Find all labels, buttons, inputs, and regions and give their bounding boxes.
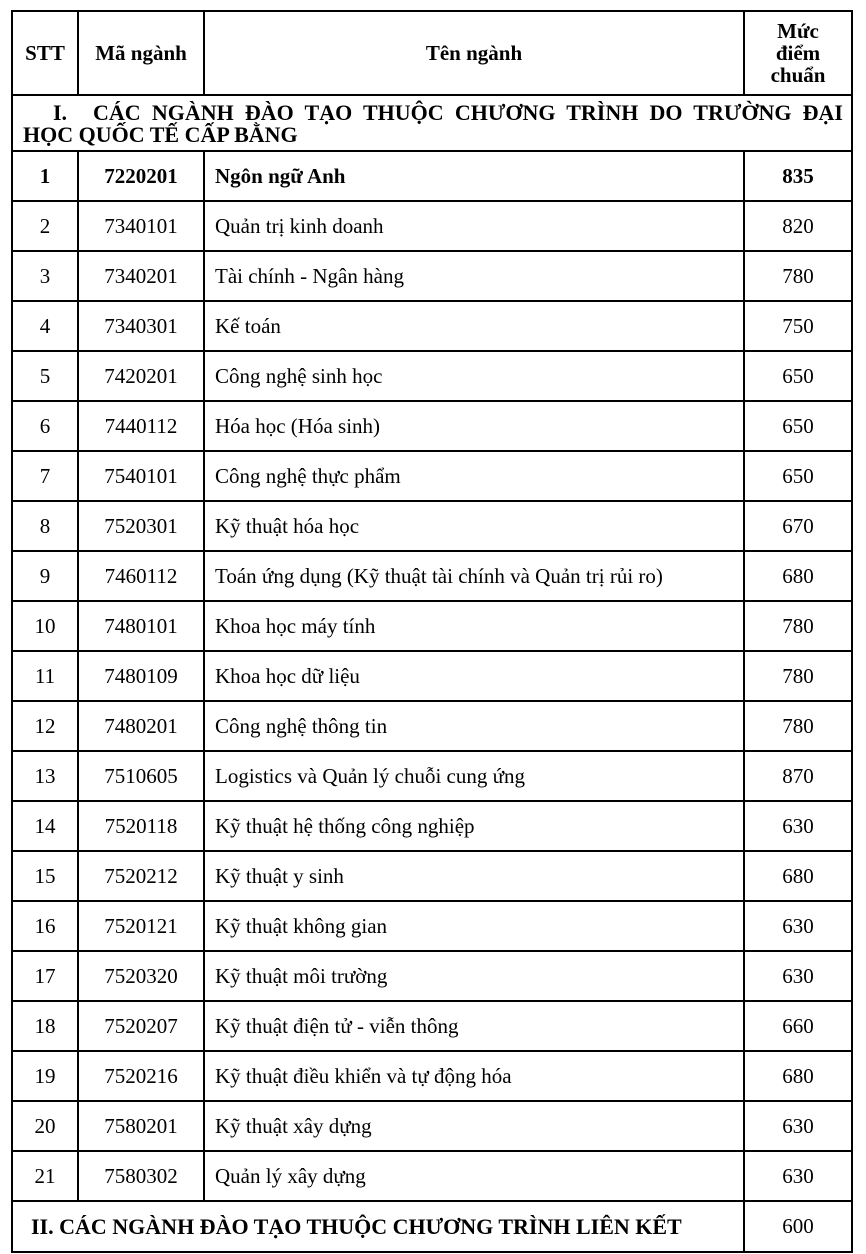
row-cutoff-score: 820 — [744, 201, 852, 251]
admission-score-table — [11, 10, 853, 1253]
row-cutoff-score: 680 — [744, 551, 852, 601]
row-cutoff-score: 835 — [744, 151, 852, 201]
row-major-code: 7480201 — [78, 701, 204, 751]
table-row — [12, 1151, 852, 1201]
row-cutoff-score: 630 — [744, 801, 852, 851]
row-stt: 5 — [12, 351, 78, 401]
row-stt: 10 — [12, 601, 78, 651]
row-stt: 9 — [12, 551, 78, 601]
row-major-name: Kỹ thuật xây dựng — [204, 1101, 744, 1151]
row-stt: 15 — [12, 851, 78, 901]
table-row — [12, 1051, 852, 1101]
row-major-code: 7520121 — [78, 901, 204, 951]
row-major-name: Kỹ thuật hóa học — [204, 501, 744, 551]
row-major-code: 7520207 — [78, 1001, 204, 1051]
header-cutoff-score — [744, 11, 852, 95]
row-stt: 7 — [12, 451, 78, 501]
row-stt: 8 — [12, 501, 78, 551]
table-row — [12, 601, 852, 651]
table-row — [12, 201, 852, 251]
row-major-name: Quản lý xây dựng — [204, 1151, 744, 1201]
row-cutoff-score: 630 — [744, 901, 852, 951]
row-major-code: 7480101 — [78, 601, 204, 651]
row-cutoff-score: 780 — [744, 251, 852, 301]
table-row — [12, 1001, 852, 1051]
row-cutoff-score: 650 — [744, 401, 852, 451]
row-major-name: Quản trị kinh doanh — [204, 201, 744, 251]
row-cutoff-score: 630 — [744, 1151, 852, 1201]
row-cutoff-score: 630 — [744, 951, 852, 1001]
table-row — [12, 851, 852, 901]
header-score-line-3: chuẩn — [770, 63, 826, 87]
row-major-name: Khoa học dữ liệu — [204, 651, 744, 701]
row-cutoff-score: 750 — [744, 301, 852, 351]
row-major-name: Công nghệ thông tin — [204, 701, 744, 751]
section-1-row — [12, 95, 852, 151]
row-major-code: 7520320 — [78, 951, 204, 1001]
section-1-title: CÁC NGÀNH ĐÀO TẠO THUỘC CHƯƠNG TRÌNH DO TRƯỜNG ĐẠI HỌC QUỐC TẾ CẤP BẰNG — [23, 100, 843, 147]
row-major-name: Ngôn ngữ Anh — [204, 151, 744, 201]
table-row — [12, 351, 852, 401]
row-major-name: Logistics và Quản lý chuỗi cung ứng — [204, 751, 744, 801]
row-major-code: 7520301 — [78, 501, 204, 551]
row-major-name: Tài chính - Ngân hàng — [204, 251, 744, 301]
row-cutoff-score: 660 — [744, 1001, 852, 1051]
row-cutoff-score: 670 — [744, 501, 852, 551]
row-stt: 4 — [12, 301, 78, 351]
row-major-code: 7510605 — [78, 751, 204, 801]
row-stt: 16 — [12, 901, 78, 951]
table-row — [12, 1101, 852, 1151]
row-cutoff-score: 780 — [744, 651, 852, 701]
table-row — [12, 651, 852, 701]
row-cutoff-score: 680 — [744, 1051, 852, 1101]
table-row — [12, 451, 852, 501]
row-stt: 17 — [12, 951, 78, 1001]
row-major-code: 7420201 — [78, 351, 204, 401]
table-row — [12, 501, 852, 551]
section-2-score: 600 — [744, 1201, 852, 1252]
table-row — [12, 751, 852, 801]
section-2-number: II. — [31, 1213, 54, 1239]
row-stt: 1 — [12, 151, 78, 201]
row-major-code: 7580302 — [78, 1151, 204, 1201]
row-major-code: 7340301 — [78, 301, 204, 351]
section-1-cell — [12, 95, 852, 151]
header-major-code: Mã ngành — [78, 11, 204, 95]
section-2-row — [12, 1201, 852, 1252]
row-stt: 12 — [12, 701, 78, 751]
row-major-code: 7520216 — [78, 1051, 204, 1101]
row-major-code: 7520212 — [78, 851, 204, 901]
row-major-name: Hóa học (Hóa sinh) — [204, 401, 744, 451]
row-major-name: Kỹ thuật điện tử - viễn thông — [204, 1001, 744, 1051]
table-row — [12, 401, 852, 451]
row-stt: 18 — [12, 1001, 78, 1051]
row-cutoff-score: 650 — [744, 451, 852, 501]
row-cutoff-score: 780 — [744, 601, 852, 651]
row-major-name: Kế toán — [204, 301, 744, 351]
row-stt: 3 — [12, 251, 78, 301]
row-major-code: 7460112 — [78, 551, 204, 601]
row-major-name: Kỹ thuật không gian — [204, 901, 744, 951]
row-major-name: Kỹ thuật y sinh — [204, 851, 744, 901]
table-row — [12, 551, 852, 601]
row-cutoff-score: 630 — [744, 1101, 852, 1151]
header-score-line-2: điểm — [775, 41, 821, 65]
row-major-code: 7220201 — [78, 151, 204, 201]
row-major-name: Kỹ thuật môi trường — [204, 951, 744, 1001]
header-score-line-1: Mức — [777, 19, 819, 43]
row-stt: 21 — [12, 1151, 78, 1201]
row-major-name: Kỹ thuật hệ thống công nghiệp — [204, 801, 744, 851]
row-cutoff-score: 870 — [744, 751, 852, 801]
row-stt: 14 — [12, 801, 78, 851]
table-row — [12, 951, 852, 1001]
row-cutoff-score: 650 — [744, 351, 852, 401]
row-major-name: Toán ứng dụng (Kỹ thuật tài chính và Quản trị rủi ro) — [204, 551, 744, 601]
section-2-cell — [12, 1201, 744, 1252]
header-major-name: Tên ngành — [204, 11, 744, 95]
section-2-title: CÁC NGÀNH ĐÀO TẠO THUỘC CHƯƠNG TRÌNH LIÊN KẾT — [59, 1213, 682, 1239]
row-major-name: Công nghệ sinh học — [204, 351, 744, 401]
table-row — [12, 901, 852, 951]
table-row — [12, 251, 852, 301]
row-cutoff-score: 680 — [744, 851, 852, 901]
row-stt: 20 — [12, 1101, 78, 1151]
row-major-name: Khoa học máy tính — [204, 601, 744, 651]
row-stt: 19 — [12, 1051, 78, 1101]
table-row — [12, 301, 852, 351]
header-stt: STT — [12, 11, 78, 95]
table-row — [12, 151, 852, 201]
row-major-name: Kỹ thuật điều khiển và tự động hóa — [204, 1051, 744, 1101]
row-major-code: 7340101 — [78, 201, 204, 251]
table-row — [12, 701, 852, 751]
row-major-code: 7580201 — [78, 1101, 204, 1151]
table-row — [12, 801, 852, 851]
section-1-number: I. — [53, 100, 68, 125]
row-major-code: 7440112 — [78, 401, 204, 451]
row-major-name: Công nghệ thực phẩm — [204, 451, 744, 501]
row-stt: 13 — [12, 751, 78, 801]
row-major-code: 7540101 — [78, 451, 204, 501]
row-stt: 2 — [12, 201, 78, 251]
row-major-code: 7520118 — [78, 801, 204, 851]
table-header-row — [12, 11, 852, 95]
row-stt: 6 — [12, 401, 78, 451]
row-cutoff-score: 780 — [744, 701, 852, 751]
row-stt: 11 — [12, 651, 78, 701]
row-major-code: 7340201 — [78, 251, 204, 301]
row-major-code: 7480109 — [78, 651, 204, 701]
